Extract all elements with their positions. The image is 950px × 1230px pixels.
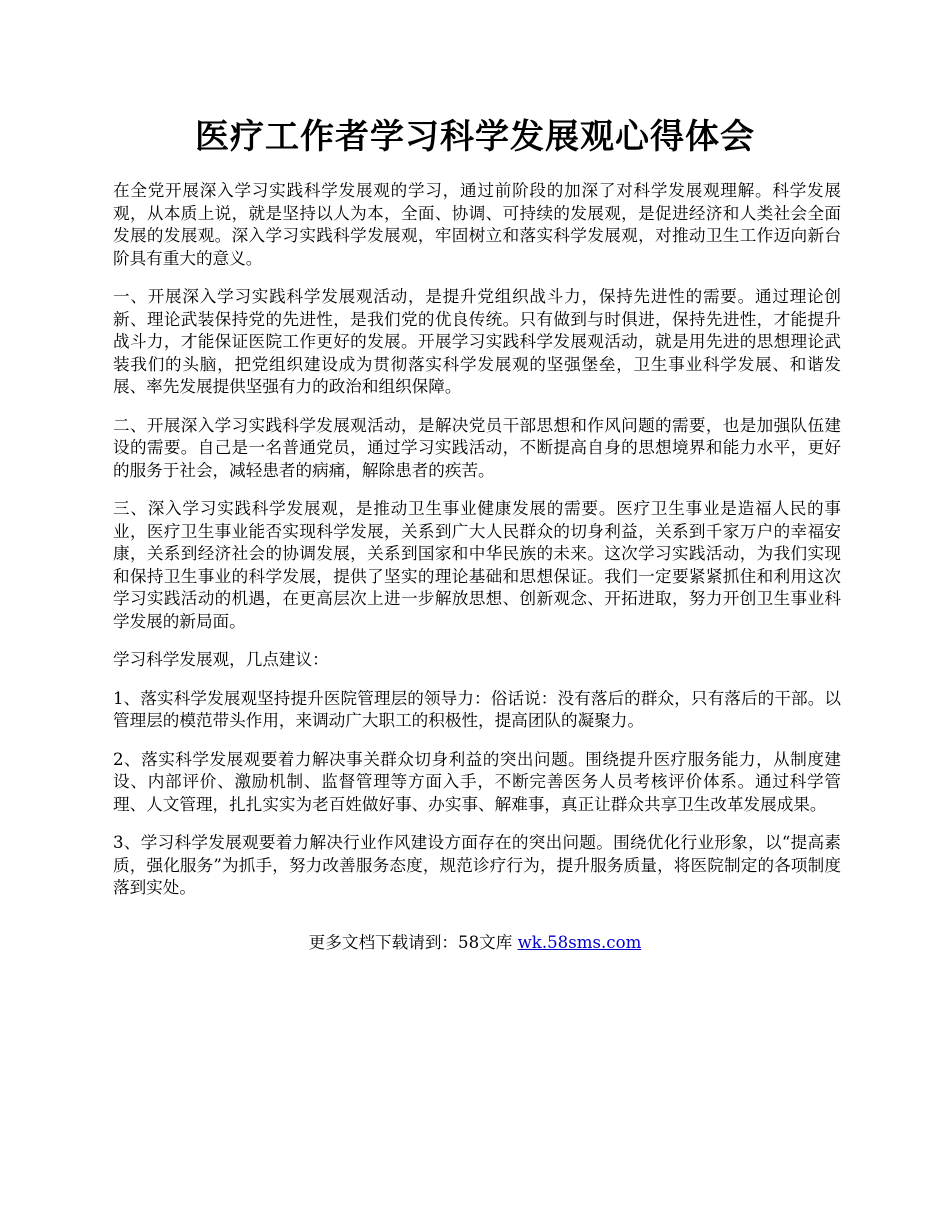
suggestion-three-paragraph: 3、学习科学发展观要着力解决行业作风建设方面存在的突出问题。围绕优化行业形象，以“提高素质，强化服务”为抓手，努力改善服务态度，规范诊疗行为，提升服务质量，将医院制定的各项制度落到实处。 xyxy=(113,833,841,897)
document-title: 医疗工作者学习科学发展观心得体会 xyxy=(195,117,755,157)
intro-paragraph: 在全党开展深入学习实践科学发展观的学习，通过前阶段的加深了对科学发展观理解。科学发展观，从本质上说，就是坚持以人为本，全面、协调、可持续的发展观，是促进经济和人类社会全面发展的发展观。深入学习实践科学发展观，牢固树立和落实科学发展观，对推动卫生工作迈向新台阶具有重大的意义。 xyxy=(113,181,841,268)
suggestion-two-paragraph: 2、落实科学发展观要着力解决事关群众切身利益的突出问题。围绕提升医疗服务能力，从制度建设、内部评价、激励机制、监督管理等方面入手，不断完善医务人员考核评价体系。通过科学管理、人文管理，扎扎实实为老百姓做好事、办实事、解难事，真正让群众共享卫生改革发展成果。 xyxy=(113,749,841,814)
document-body xyxy=(113,180,841,916)
section-two-paragraph: 二、开展深入学习实践科学发展观活动，是解决党员干部思想和作风问题的需要，也是加强队伍建设的需要。自己是一名普通党员，通过学习实践活动，不断提高自身的思想境界和能力水平，更好的服务于社会，减轻患者的病痛，解除患者的疾苦。 xyxy=(113,415,841,480)
section-one-paragraph: 一、开展深入学习实践科学发展观活动，是提升党组织战斗力，保持先进性的需要。通过理论创新、理论武装保持党的先进性，是我们党的优良传统。只有做到与时俱进，保持先进性，才能提升战斗力，才能保证医院工作更好的发展。开展学习实践科学发展观活动，就是用先进的思想理论武装我们的头脑，把党组织建设成为贯彻落实科学发展观的坚强堡垒，卫生事业科学发展、和谐发展、率先发展提供坚强有力的政治和组织保障。 xyxy=(113,287,841,396)
footer-text: 更多文档下载请到：58文库 xyxy=(308,933,518,952)
section-three-paragraph: 三、深入学习实践科学发展观，是推动卫生事业健康发展的需要。医疗卫生事业是造福人民的事业，医疗卫生事业能否实现科学发展，关系到广大人民群众的切身利益，关系到千家万户的幸福安康，关系到经济社会的协调发展，关系到国家和中华民族的未来。这次学习实践活动，为我们实现和保持卫生事业的科学发展，提供了坚实的理论基础和思想保证。我们一定要紧紧抓住和利用这次学习实践活动的机遇，在更高层次上进一步解放思想、创新观念、开拓进取，努力开创卫生事业科学发展的新局面。 xyxy=(113,499,841,631)
suggestions-heading: 学习科学发展观，几点建议： xyxy=(113,650,329,669)
suggestion-one-paragraph: 1、落实科学发展观坚持提升医院管理层的领导力：俗话说：没有落后的群众，只有落后的干部。以管理层的模范带头作用，来调动广大职工的积极性，提高团队的凝聚力。 xyxy=(113,688,841,730)
footer-link[interactable]: wk.58sms.com xyxy=(517,933,642,952)
download-footer xyxy=(0,932,950,954)
